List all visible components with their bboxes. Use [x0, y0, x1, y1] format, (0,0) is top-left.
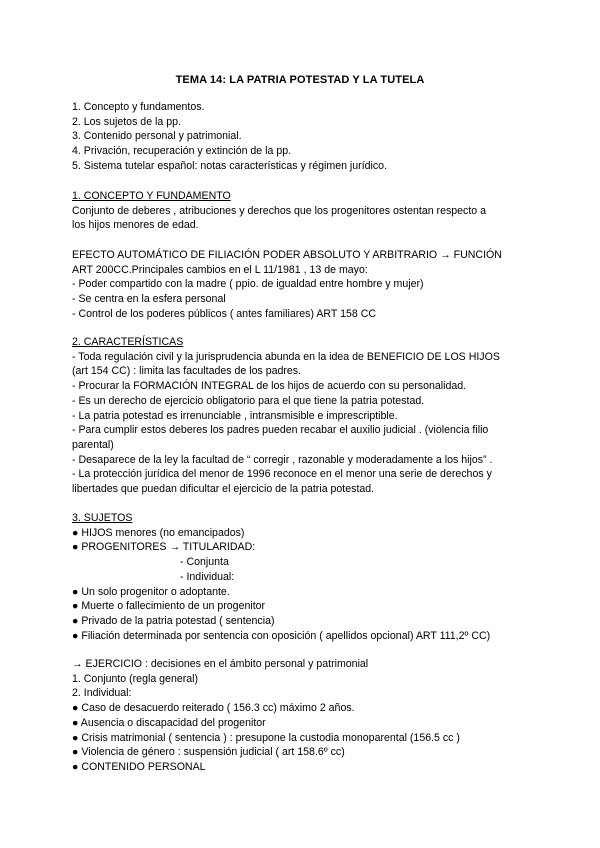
index-item: 1. Concepto y fundamentos. — [72, 101, 205, 113]
index-item: 4. Privación, recuperación y extinción de la pp. — [72, 145, 292, 158]
bullet-item: ● Un solo progenitor o adoptante. — [72, 585, 230, 598]
bullet-item: ● Crisis matrimonial ( sentencia ) : presupone la custodia monoparental (156.5 cc ) — [72, 731, 460, 744]
section-heading: 1. CONCEPTO Y FUNDAMENTO — [72, 190, 231, 202]
paragraph-line: los hijos menores de edad. — [72, 219, 199, 232]
paragraph-line: - Para cumplir estos deberes los padres pueden recabar el auxilio judicial . (violencia filio — [72, 424, 489, 437]
bullet-item: ● HIJOS menores (no emancipados) — [72, 526, 245, 539]
section-concepto — [72, 189, 532, 233]
section-caracteristicas — [72, 335, 532, 497]
list-item: 1. Conjunto (regla general) — [72, 672, 199, 685]
paragraph-line: - Toda regulación civil y la jurisprudencia abunda en la idea de BENEFICIO DE LOS HIJOS — [72, 350, 500, 363]
bullet-item: ● Violencia de género : suspensión judicial ( art 158.6º cc) — [72, 746, 345, 759]
bullet-item: ● Filiación determinada por sentencia con oposición ( apellidos opcional) ART 111,2º CC) — [72, 629, 491, 642]
paragraph-line: - Procurar la FORMACIÓN INTEGRAL de los hijos de acuerdo con su personalidad. — [72, 380, 467, 393]
bullet-item: ● Caso de desacuerdo reiterado ( 156.3 cc) máximo 2 años. — [72, 702, 355, 715]
list-item: 2. Individual: — [72, 687, 132, 700]
paragraph-line: (art 154 CC) : limita las facultades de los padres. — [72, 365, 302, 378]
bullet-item: ● PROGENITORES → TITULARIDAD: — [72, 541, 256, 554]
paragraph-line: - Se centra en la esfera personal — [72, 293, 226, 306]
paragraph-line: libertades que puedan dificultar el ejercicio de la patria potestad. — [72, 483, 375, 496]
paragraph-line: - Control de los poderes públicos ( antes familiares) ART 158 CC — [72, 307, 377, 320]
index-item: 2. Los sujetos de la pp. — [72, 115, 181, 128]
paragraph-line: Conjunto de deberes , atribuciones y derechos que los progenitores ostentan respecto a — [72, 204, 487, 217]
page-title: TEMA 14: LA PATRIA POTESTAD Y LA TUTELA — [175, 74, 425, 86]
paragraph-line: - La protección jurídica del menor de 1996 reconoce en el menor una serie de derechos y — [72, 468, 492, 481]
section-heading: 3. SUJETOS — [72, 512, 133, 524]
index-item: 5. Sistema tutelar español: notas características y régimen jurídico. — [72, 159, 388, 172]
paragraph-line: EFECTO AUTOMÁTICO DE FILIACIÓN PODER ABSOLUTO Y ARBITRARIO → FUNCIÓN — [72, 249, 502, 261]
paragraph-line: parental) — [72, 438, 114, 451]
bullet-item: ● Ausencia o discapacidad del progenitor — [72, 716, 266, 729]
paragraph-line: - Desaparece de la ley la facultad de “ corregir , razonable y moderadamente a los hijos” . — [72, 453, 493, 466]
bullet-item: ● Muerte o fallecimiento de un progenitor — [72, 600, 266, 613]
bullet-item: ● CONTENIDO PERSONAL — [72, 760, 206, 773]
paragraph-line: - La patria potestad es irrenunciable , intransmisible e imprescriptible. — [72, 409, 398, 422]
bullet-item: ● Privado de la patria potestad ( sentencia) — [72, 614, 275, 627]
paragraph-line: - Poder compartido con la madre ( ppio. de igualdad entre hombre y mujer) — [72, 278, 424, 291]
paragraph-line: → EJERCICIO : decisiones en el ámbito personal y patrimonial — [72, 658, 369, 670]
section-ejercicio — [72, 657, 532, 775]
sub-item: - Conjunta — [180, 556, 229, 569]
paragraph-line: - Es un derecho de ejercicio obligatorio para el que tiene la patria potestad. — [72, 394, 425, 407]
section-sujetos — [72, 511, 532, 643]
section-heading: 2. CARACTERÍSTICAS — [72, 336, 184, 348]
paragraph-line: ART 200CC.Principales cambios en el L 11/1981 , 13 de mayo: — [72, 263, 368, 276]
sub-item: - Individual: — [180, 570, 235, 583]
index-list — [72, 100, 532, 174]
index-item: 3. Contenido personal y patrimonial. — [72, 130, 242, 143]
section-efecto — [72, 248, 532, 322]
